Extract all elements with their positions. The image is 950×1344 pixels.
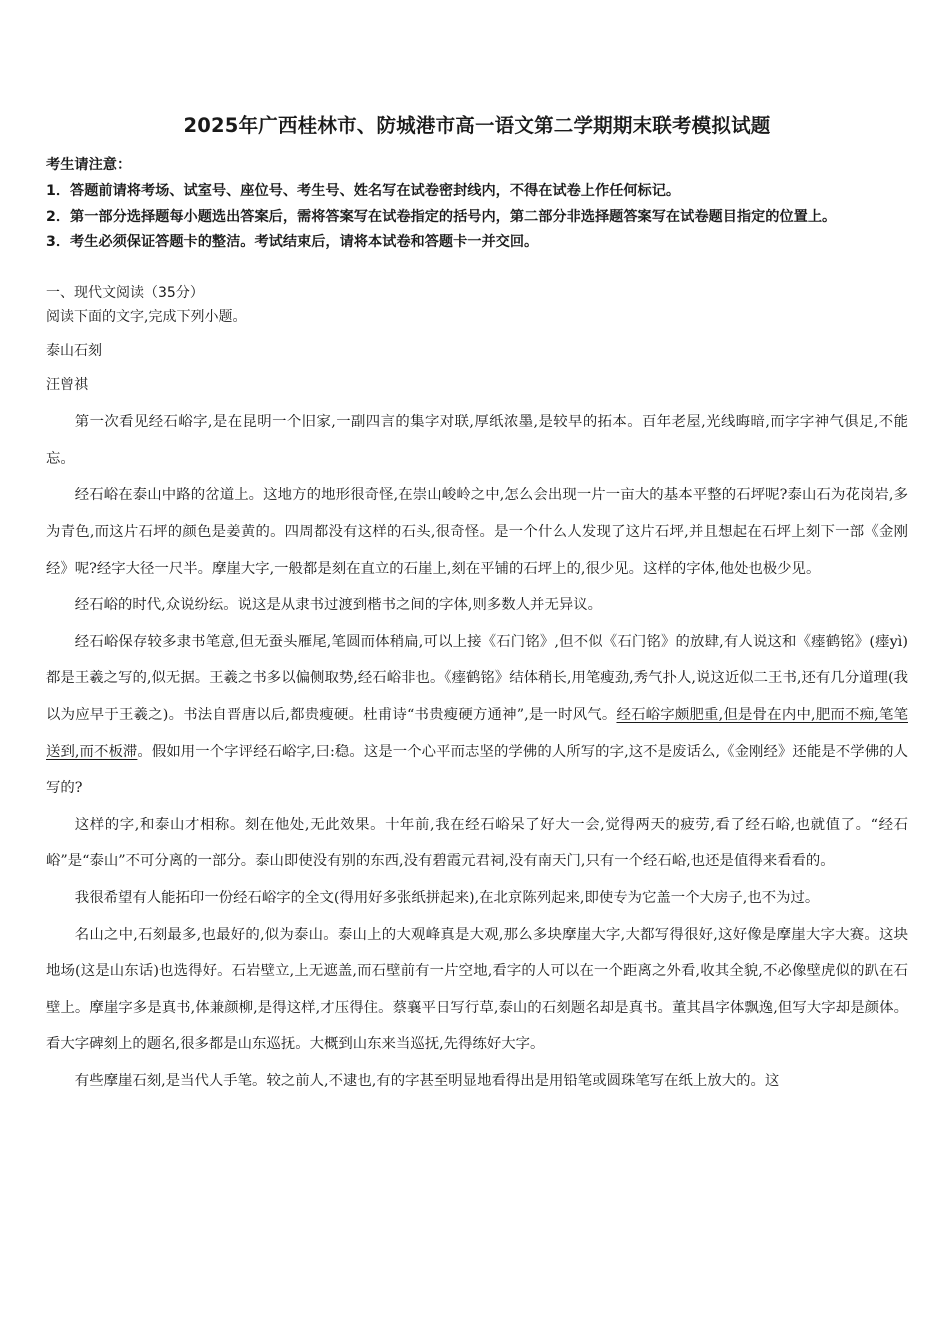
- passage-body: [46, 404, 908, 1099]
- notice-block: [46, 153, 908, 256]
- section-heading: 一、现代文阅读（35分）: [46, 285, 204, 302]
- paragraph: 经石峪的时代,众说纷纭。说这是从隶书过渡到楷书之间的字体,则多数人并无异议。: [74, 597, 603, 614]
- passage-title: 泰山石刻: [46, 343, 102, 360]
- notice-item: 2．第一部分选择题每小题选出答案后，需将答案写在试卷指定的括号内，第二部分非选择题答案写在试卷题目指定的位置上。: [46, 208, 837, 225]
- underlined-sentence: 经石峪字颇肥重,但是骨在内中,肥而不痴,笔笔送到,而不板滞: [46, 706, 908, 760]
- notice-item: 3．考生必须保证答题卡的整洁。考试结束后，请将本试卷和答题卡一并交回。: [46, 234, 539, 251]
- exam-page: [46, 0, 908, 1099]
- paragraph: 经石峪在泰山中路的岔道上。这地方的地形很奇怪,在崇山峻岭之中,怎么会出现一片一亩大的基本平整的石坪呢?泰山石为花岗岩,多为青色,而这片石坪的颜色是姜黄的。四周都没有这样的石头,很奇怪。是一个什么人发现了这片石坪,并且想起在石坪上刻下一部《金刚经》呢?经字大径一尺半。摩崖大字,一般都是刻在直立的石崖上,刻在平铺的石坪上的,很少见。这样的字体,他处也极少见。: [46, 487, 908, 577]
- paragraph: 名山之中,石刻最多,也最好的,似为泰山。泰山上的大观峰真是大观,那么多块摩崖大字,大都写得很好,这好像是摩崖大字大赛。这块地场(这是山东话)也选得好。石岩壁立,上无遮盖,而石壁前有一片空地,看字的人可以在一个距离之外看,收其全貌,不必像壁虎似的趴在石壁上。摩崖字多是真书,体兼颜柳,是得这样,才压得住。蔡襄平日写行草,泰山的石刻题名却是真书。董其昌字体飘逸,但写大字却是颜体。看大字碑刻上的题名,很多都是山东巡抚。大概到山东来当巡抚,先得练好大字。: [46, 926, 908, 1053]
- exam-title: 2025年广西桂林市、防城港市高一语文第二学期期末联考模拟试题: [183, 114, 771, 137]
- paragraph: 有些摩崖石刻,是当代人手笔。较之前人,不逮也,有的字甚至明显地看得出是用铅笔或圆珠笔写在纸上放大的。这: [74, 1072, 780, 1089]
- paragraph: [46, 624, 908, 807]
- paragraph-text: 经石峪保存较多隶书笔意,但无蚕头雁尾,笔圆而体稍扁,可以上接《石门铭》,但不似《石门铭》的放肆,有人说这和《瘗鹤铭》(瘗yì)都是王羲之写的,似无据。王羲之书多以偏侧取势,经石峪非也。《瘗鹤铭》结体稍长,用笔瘦劲,秀气扑人,说这近似二王书,还有几分道理(我以为应早于王羲之)。书法自晋唐以后,都贵瘦硬。杜甫诗“书贵瘦硬方通神”,是一时风气。: [46, 633, 908, 723]
- notice-heading: 考生请注意：: [46, 157, 132, 173]
- paragraph: 我很希望有人能拓印一份经石峪字的全文(得用好多张纸拼起来),在北京陈列起来,即使专为它盖一个大房子,也不为过。: [74, 889, 820, 906]
- section-intro: 阅读下面的文字,完成下列小题。: [46, 309, 247, 326]
- notice-item: 1．答题前请将考场、试室号、座位号、考生号、姓名写在试卷密封线内，不得在试卷上作任何标记。: [46, 182, 681, 199]
- paragraph: 这样的字,和泰山才相称。刻在他处,无此效果。十年前,我在经石峪呆了好大一会,觉得两天的疲劳,看了经石峪,也就值了。“经石峪”是“泰山”不可分离的一部分。泰山即使没有别的东西,没有碧霞元君祠,没有南天门,只有一个经石峪,也还是值得来看看的。: [46, 816, 908, 870]
- paragraph: 第一次看见经石峪字,是在昆明一个旧家,一副四言的集字对联,厚纸浓墨,是较早的拓本。百年老屋,光线晦暗,而字字神气俱足,不能忘。: [46, 414, 908, 467]
- passage-author: 汪曾祺: [46, 377, 88, 394]
- paragraph-text: 。假如用一个字评经石峪字,曰:稳。这是一个心平而志坚的学佛的人所写的字,这不是废话么,《金刚经》还能是不学佛的人写的?: [46, 743, 909, 797]
